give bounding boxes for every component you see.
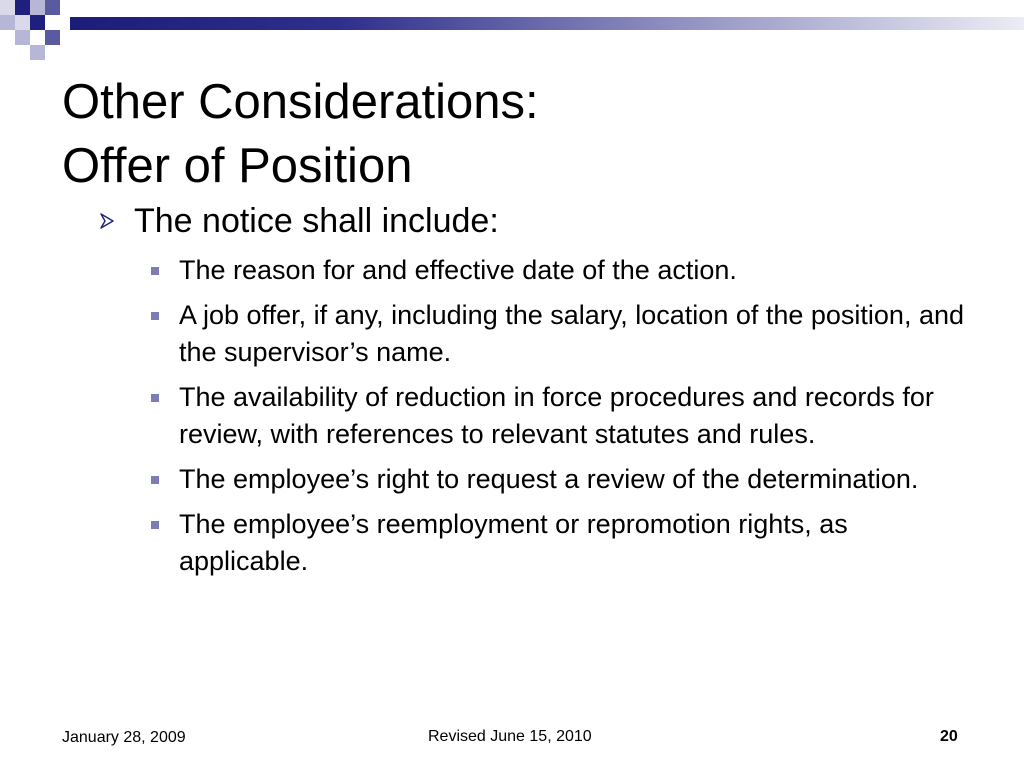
decor-square	[0, 15, 15, 30]
footer-date: January 28, 2009	[62, 729, 186, 746]
list-item-text: The availability of reduction in force procedures and records for review, with references to relevant statutes and rules.	[179, 382, 934, 449]
list-item-text: A job offer, if any, including the salary, location of the position, and the supervisor’s name.	[179, 300, 965, 367]
square-bullet-icon	[151, 476, 159, 484]
list-item	[146, 297, 976, 371]
decor-square	[30, 15, 45, 30]
list-item	[146, 379, 976, 453]
square-bullet-icon	[151, 394, 159, 402]
footer-revised: Revised June 15, 2010	[428, 728, 592, 745]
list-item-text: The employee’s right to request a review of the determination.	[179, 464, 919, 494]
slide-title-line-2: Offer of Position	[62, 139, 413, 193]
list-item-text: The employee’s reemployment or repromotion rights, as applicable.	[179, 509, 848, 576]
decor-square	[30, 45, 45, 60]
sub-bullet-list	[146, 252, 976, 588]
page-number: 20	[940, 728, 958, 745]
square-bullet-icon	[151, 312, 159, 320]
decor-square	[15, 0, 30, 15]
slide-title	[62, 70, 539, 198]
header-gradient-bar	[70, 17, 1024, 30]
list-item-text: The reason for and effective date of the action.	[179, 255, 737, 285]
decor-square	[45, 0, 60, 15]
slide-title-line-1: Other Considerations:	[62, 75, 539, 129]
list-item	[146, 252, 976, 289]
main-bullet-text: The notice shall include:	[134, 202, 499, 240]
arrow-outline-icon	[98, 212, 116, 230]
decor-square	[45, 30, 60, 45]
list-item	[146, 506, 976, 580]
square-bullet-icon	[151, 521, 159, 529]
decor-square	[30, 0, 45, 15]
decor-square	[15, 30, 30, 45]
decor-square	[0, 0, 15, 15]
list-item	[146, 461, 976, 498]
square-bullet-icon	[151, 267, 159, 275]
decor-square	[15, 15, 30, 30]
